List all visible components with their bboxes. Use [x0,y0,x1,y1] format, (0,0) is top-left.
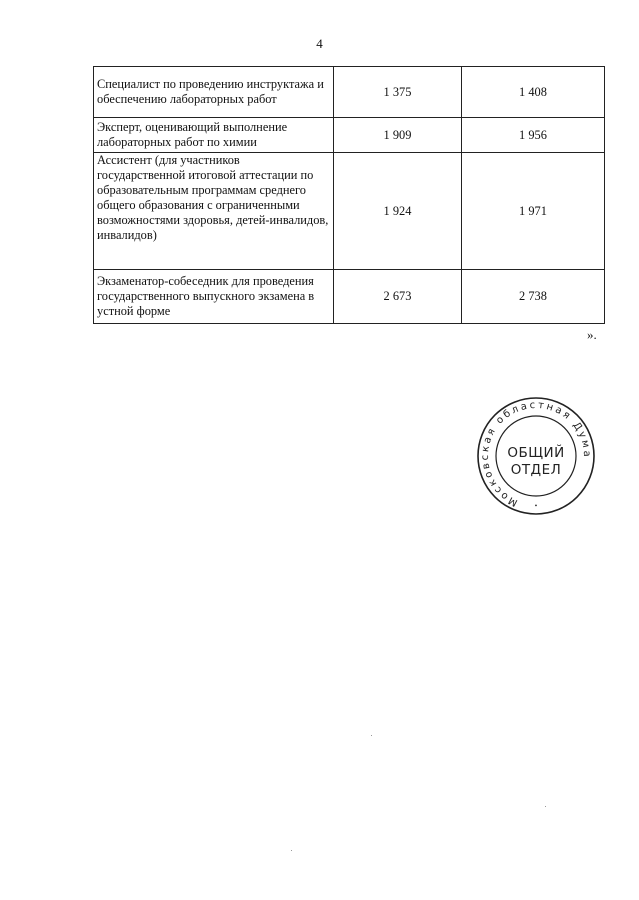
rate-value-cell: 1 408 [462,67,605,118]
closing-quote-mark: ». [587,327,597,342]
stamp-ring-text: Московская областная Дума [479,399,593,508]
rate-value-cell: 1 909 [334,118,462,153]
table-row [94,270,605,324]
stamp-line-2: ОТДЕЛ [510,462,562,478]
scan-speck [545,806,546,807]
stamp-line-1: ОБЩИЙ [507,445,565,461]
stamp-star-icon: • [534,502,538,510]
table-row [94,153,605,270]
general-department-stamp [476,396,596,516]
scan-speck [371,735,372,736]
rate-value-cell: 2 738 [462,270,605,324]
rate-value-cell: 1 375 [334,67,462,118]
rate-value-cell: 1 971 [462,153,605,270]
rates-table [93,66,605,324]
position-name-cell: Специалист по проведению инструктажа и обеспечению лабораторных работ [94,67,334,118]
rate-value-cell: 1 956 [462,118,605,153]
position-name-cell: Эксперт, оценивающий выполнение лабораторных работ по химии [94,118,334,153]
scan-speck [291,850,292,851]
table-row [94,67,605,118]
table-row [94,118,605,153]
rate-value-cell: 2 673 [334,270,462,324]
position-name-cell: Экзаменатор-собеседник для проведения государственного выпускного экзамена в устной форме [94,270,334,324]
rate-value-cell: 1 924 [334,153,462,270]
stamp-center-text [476,445,596,479]
position-name-cell: Ассистент (для участников государственной итоговой аттестации по образовательным программам среднего общего образования с ограниченными возможностями здоровья, детей-инвалидов, инвалидов) [94,153,334,270]
page-number: 4 [316,36,323,51]
